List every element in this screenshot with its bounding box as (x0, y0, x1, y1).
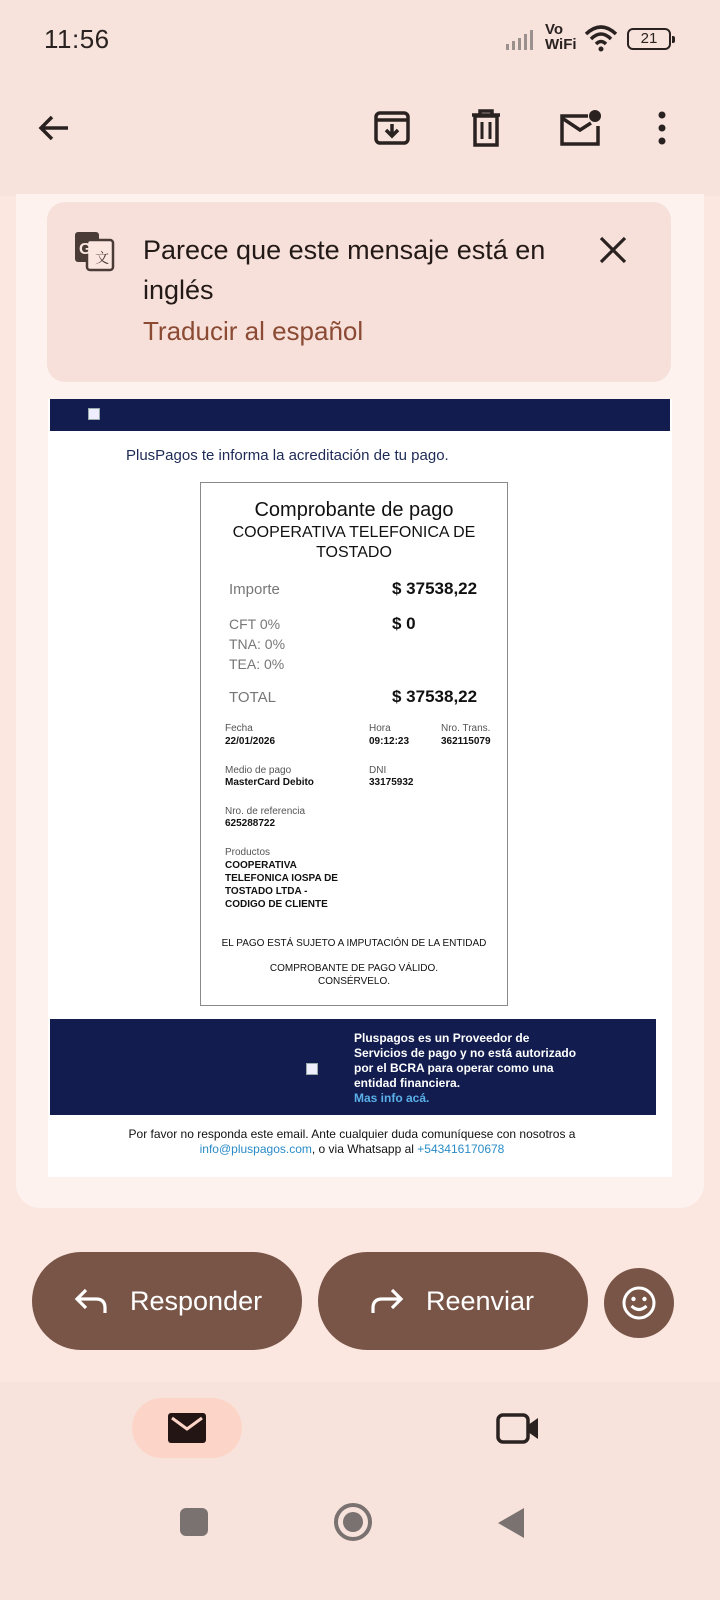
total-label: TOTAL (229, 689, 276, 706)
home-icon[interactable] (332, 1501, 374, 1543)
fecha-label: Fecha (225, 723, 253, 734)
battery-indicator: 21 (627, 28, 671, 50)
reply-icon (74, 1287, 108, 1315)
video-call-icon[interactable] (494, 1408, 542, 1448)
receipt-title: Comprobante de pago (254, 499, 454, 521)
imputation-notice: EL PAGO ESTÁ SUJETO A IMPUTACIÓN DE LA ENTIDAD (221, 938, 487, 949)
wifi-icon (584, 24, 618, 52)
mail-icon (167, 1412, 207, 1444)
hora-value: 09:12:23 (369, 736, 410, 747)
keep-receipt-notice: CONSÉRVELO. (317, 976, 391, 987)
broken-image-icon (306, 1063, 318, 1075)
fecha-value: 22/01/2026 (225, 736, 276, 747)
total-value: $ 37538,22 (392, 687, 478, 706)
close-icon[interactable] (595, 232, 631, 268)
importe-value: $ 37538,22 (392, 579, 478, 598)
more-vert-icon[interactable] (638, 104, 686, 152)
more-info-link[interactable]: Mas info acá. (354, 1091, 430, 1105)
email-footer-banner (50, 1019, 656, 1115)
tea-label: TEA: 0% (229, 656, 285, 672)
medio-label: Medio de pago (225, 765, 292, 776)
ref-value: 625288722 (225, 818, 276, 829)
forward-button[interactable] (318, 1252, 588, 1350)
footer-disclaimer: Pluspagos es un Proveedor de Servicios de pago y no está autorizado por el BCRA para operar como una entidad financiera. Mas info acá. (354, 1031, 577, 1105)
delete-icon[interactable] (462, 104, 510, 152)
ref-label: Nro. de referencia (225, 806, 306, 817)
whatsapp-link[interactable]: +543416170678 (417, 1142, 505, 1156)
forward-icon (370, 1287, 404, 1315)
receipt-company: COOPERATIVA TELEFONICA DE TOSTADO (232, 524, 476, 561)
cft-label: CFT 0% (229, 616, 281, 632)
emoji-reaction-button[interactable] (604, 1268, 674, 1338)
recent-apps-icon[interactable] (178, 1506, 210, 1538)
contact-footer: Por favor no responda este email. Ante cualquier duda comuníquese con nosotros a info@pluspagos.com, o via Whatsapp al +543416170678 (128, 1127, 576, 1156)
importe-label: Importe (229, 581, 280, 598)
forward-label: Reenviar (426, 1285, 535, 1316)
productos-value: COOPERATIVA TELEFONICA IOSPA DE TOSTADO LTDA - CODIGO DE CLIENTE (225, 860, 338, 910)
vowifi-indicator: Vo WiFi (545, 21, 577, 53)
svg-text:G: G (79, 241, 92, 258)
bottom-navigation (0, 1382, 720, 1470)
tna-label: TNA: 0% (229, 636, 286, 652)
support-email-link[interactable]: info@pluspagos.com (199, 1142, 312, 1156)
hora-label: Hora (369, 723, 391, 734)
payment-receipt (200, 482, 508, 1006)
reply-label: Responder (130, 1285, 263, 1316)
nav-mail-tab[interactable] (132, 1398, 242, 1458)
status-bar (0, 0, 720, 80)
message-content (16, 194, 704, 1208)
trans-value: 362115079 (441, 736, 491, 747)
email-toolbar (0, 80, 720, 196)
svg-text:文: 文 (95, 250, 109, 266)
broken-image-icon (88, 408, 100, 420)
interest-value: $ 0 (392, 614, 416, 633)
translate-banner (47, 202, 671, 382)
trans-label: Nro. Trans. (441, 723, 491, 734)
email-header-banner (50, 399, 670, 431)
translate-action-link[interactable]: Traducir al español (143, 316, 364, 346)
system-navigation-bar (0, 1470, 720, 1600)
archive-icon[interactable] (368, 104, 416, 152)
translate-message: Parece que este mensaje está en inglés (143, 235, 546, 305)
emoji-icon (621, 1285, 657, 1321)
reply-button[interactable] (32, 1252, 302, 1350)
translate-icon (73, 230, 115, 272)
back-nav-icon[interactable] (496, 1506, 526, 1540)
email-intro: PlusPagos te informa la acreditación de tu pago. (126, 447, 449, 464)
dni-label: DNI (369, 765, 387, 776)
email-body (48, 399, 672, 1177)
productos-label: Productos (225, 847, 271, 858)
back-arrow-icon[interactable] (30, 104, 78, 152)
dni-value: 33175932 (369, 777, 414, 788)
status-time: 11:56 (44, 24, 110, 54)
signal-icon (506, 28, 538, 50)
valid-receipt-notice: COMPROBANTE DE PAGO VÁLIDO. (269, 963, 439, 974)
mark-unread-icon[interactable] (556, 104, 604, 152)
medio-value: MasterCard Debito (225, 777, 314, 788)
